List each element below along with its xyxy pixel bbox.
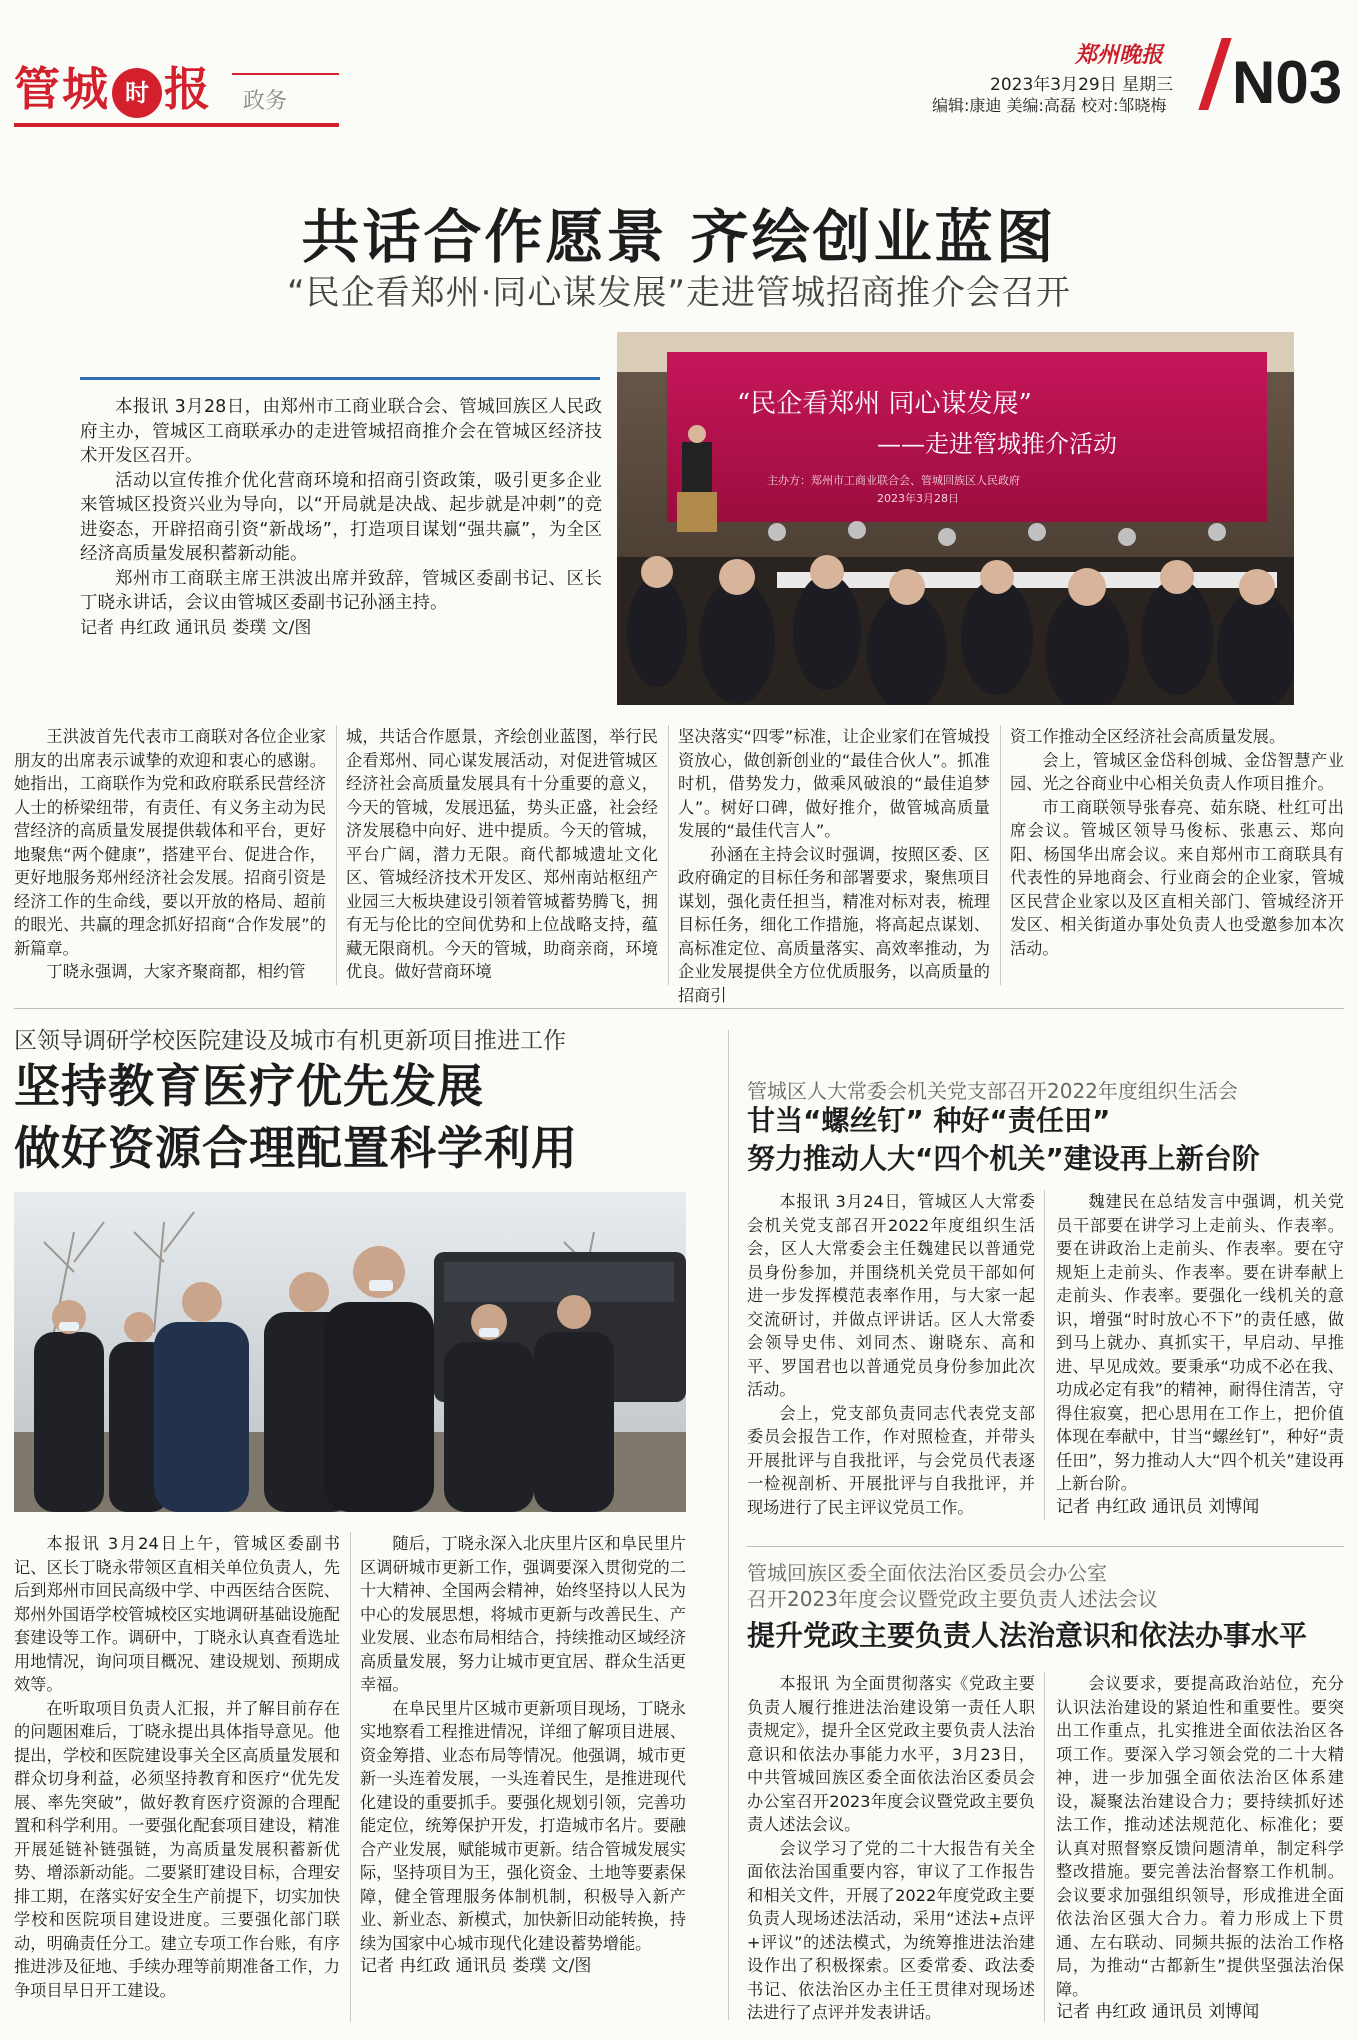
masthead-thin-rule: [232, 73, 339, 75]
article1-col2: [346, 725, 658, 984]
column-rule: [1000, 725, 1001, 985]
column-rule: [1044, 1672, 1045, 2022]
body-paragraph: 城，共话合作愿景，齐绘创业蓝图，举行民企看郑州、同心谋发展活动，对促进管城区经济社会高质量发展具有十分重要的意义，今天的管城，发展迅猛，势头正盛，社会经济发展稳中向好、进中提质。今天的管城，平台广阔，潜力无限。商代都城遗址文化区、管城经济技术开发区、郑州南站枢纽产业园三大板块建设引领着管城蓄势腾飞，拥有无与伦比的空间优势和上位战略支持，蕴藏无限商机。今天的管城，助商亲商，环境优良。做好营商环境: [346, 727, 658, 981]
article1-title: 共话合作愿景 齐绘创业蓝图: [301, 203, 1057, 271]
article3-title: [747, 1102, 1260, 1178]
banner-line1: “民企看郑州 同心谋发展”: [737, 389, 1032, 419]
article2-title-line2: 做好资源合理配置科学利用: [14, 1121, 578, 1175]
article4-title: 提升党政主要负责人法治意识和依法办事水平: [747, 1619, 1308, 1652]
article3-title-line1: 甘当“螺丝钉” 种好“责任田”: [747, 1104, 1111, 1137]
masthead-rule: [14, 123, 339, 127]
lead-paragraph: 郑州市工商联主席王洪波出席并致辞，管城区委副书记、区长丁晓永讲话，会议由管城区委副书记孙涵主持。: [80, 568, 602, 613]
banner-line3: 主办方：郑州市工商业联合会、管城回族区人民政府: [767, 474, 1020, 487]
column-rule: [728, 1030, 729, 2020]
column-rule: [1044, 1190, 1045, 1520]
body-paragraph: 本报讯 为全面贯彻落实《党政主要负责人履行推进法治建设第一责任人职责规定》，提升全区党政主要负责人法治意识和依法办事能力水平，3月23日，中共管城回族区委全面依法治区委员会办公室召开2023年度会议暨党政主要负责人述法会议。: [747, 1674, 1035, 1834]
banner-date: 2023年3月28日: [877, 492, 959, 505]
body-paragraph: 会议学习了党的二十大报告有关全面依法治国重要内容，审议了工作报告和相关文件，开展了2022年度党政主要负责人现场述法活动，采用“述法+点评+评议”的述法模式，为统筹推进法治建设作出了积极探索。区委常委、政法委书记、依法治区办主任王贯律对现场述法进行了点评并发表讲话。: [747, 1838, 1035, 2022]
page-number: N03: [1232, 49, 1343, 116]
article4-byline: 记者 冉红政 通讯员 刘博闻: [1056, 2002, 1260, 2022]
brand-circle: 时: [112, 68, 162, 118]
column-rule: [350, 1532, 351, 2022]
brand-text-a: 管城: [14, 62, 110, 116]
body-paragraph: 王洪波首先代表市工商联对各位企业家朋友的出席表示诚挚的欢迎和衷心的感谢。她指出，工商联作为党和政府联系民营经济人士的桥梁纽带，有责任、有义务主动为民营经济的高质量发展提供载体和平台，更好地聚焦“两个健康”，搭建平台、促进合作，更好地服务郑州经济社会发展。招商引资是经济工作的生命线，要以开放的格局、超前的眼光、共赢的理念抓好招商“合作发展”的新篇章。: [14, 727, 326, 958]
paper-logo: 郑州晚报: [1075, 42, 1164, 68]
body-paragraph: 会议要求，要提高政治站位，充分认识法治建设的紧迫性和重要性。要突出工作重点，扎实推进全面依法治区各项工作。要深入学习领会党的二十大精神，进一步加强全面依法治区体系建设，凝聚法治建设合力；要持续抓好述法工作，推动述法规范化、标准化；要认真对照督察反馈问题清单，制定科学整改措施。要完善法治督察工作机制。会议要求加强组织领导，形成推进全面依法治区强大合力。着力形成上下贯通、左右联动、同频共振的法治工作格局，为推动“古都新生”提供坚强法治保障。: [1056, 1674, 1344, 1999]
article3-byline: 记者 冉红政 通讯员 刘博闻: [1056, 1496, 1260, 1517]
article2-byline: 记者 冉红政 通讯员 娄璞 文/图: [360, 1956, 592, 1976]
issue-date: 2023年3月29日 星期三: [990, 75, 1174, 95]
lead-paragraph: 活动以宣传推介优化营商环境和招商引资政策，吸引更多企业来管城区投资兴业为导向，以“开局就是决战、起步就是冲刺”的竞进姿态，开辟招商引资“新战场”，打造项目谋划“强共赢”，为全区经济高质量发展积蓄新动能。: [80, 470, 602, 564]
body-paragraph: 资工作推动全区经济社会高质量发展。: [1010, 727, 1286, 746]
body-paragraph: 魏建民在总结发言中强调，机关党员干部要在讲学习上走前头、作表率。要在讲政治上走前头、作表率。要在守规矩上走前头、作表率。要在讲奉献上走前头、作表率。要强化一线机关的意识，增强“时时放心不下”的责任感，做到马上就办、真抓实干，早启动、早推进、早见成效。要秉承“功成不必在我、功成必定有我”的精神，耐得住清苦，守得住寂寞，把心思用在工作上，把价值体现在奉献中，甘当“螺丝钉”，种好“责任田”，努力推动人大“四个机关”建设再上新台阶。: [1056, 1192, 1344, 1493]
article4-col1: [747, 1672, 1035, 2025]
body-paragraph: 随后，丁晓永深入北庆里片区和阜民里片区调研城市更新工作，强调要深入贯彻党的二十大精神、全国两会精神，始终坚持以人民为中心的发展思想，将城市更新与改善民生、产业发展、业态布局相结合，持续推动区域经济高质量发展，努力让城市更宜居、群众生活更幸福。: [360, 1534, 686, 1694]
lead-rule: [80, 377, 600, 380]
column-rule: [668, 725, 669, 985]
body-paragraph: 会上，党支部负责同志代表党支部委员会报告工作，作对照检查，并带头开展批评与自我批评，与会党员代表逐一检视剖析、开展批评与自我批评，并现场进行了民主评议党员工作。: [747, 1403, 1035, 1517]
inspection-photo: [14, 1192, 686, 1512]
article2-col2: [360, 1532, 686, 1979]
body-paragraph: 本报讯 3月24日上午，管城区委副书记、区长丁晓永带领区直相关单位负责人，先后到郑州市回民高级中学、中西医结合医院、郑州外国语学校管城校区实地调研基础设施配套建设等工作。调研中，丁晓永认真查看选址用地情况，询问项目概况、建设规划、预期成效等。: [14, 1534, 340, 1694]
body-paragraph: 在阜民里片区城市更新项目现场，丁晓永实地察看工程推进情况，详细了解项目进展、资金筹措、业态布局等情况。他强调，城市更新一头连着发展，一头连着民生，是推进现代化建设的重要抓手。要强化规划引领，完善功能定位，统筹保护开发，打造城市名片。要融合产业发展，赋能城市更新。结合管城发展实际，坚持项目为王，强化资金、土地等要素保障，健全管理服务体制机制，积极导入新产业、新业态、新模式，加快新旧动能转换，持续为国家中心城市现代化建设蓄势增能。: [360, 1698, 686, 1953]
section-masthead: [14, 60, 212, 118]
article2-title-line1: 坚持教育医疗优先发展: [14, 1059, 484, 1113]
body-paragraph: 丁晓永强调，大家齐聚商都，相约管: [46, 962, 306, 981]
column-rule: [336, 725, 337, 985]
article1-col3: [678, 725, 990, 1007]
article4-kicker: [747, 1560, 1158, 1612]
article4-kicker-line2: 召开2023年度会议暨党政主要负责人述法会议: [747, 1587, 1158, 1611]
section-divider: [747, 1546, 1344, 1547]
article1-col1: [14, 725, 326, 984]
body-paragraph: 本报讯 3月24日，管城区人大常委会机关党支部召开2022年度组织生活会，区人大常委会主任魏建民以普通党员身份参加，并围绕机关党员干部如何进一步发挥模范表率作用，与大家一起交流研讨，并做点评讲话。区人大常委会领导史伟、刘同杰、谢晓东、高和平、罗国君也以普通党员身份参加此次活动。: [747, 1192, 1035, 1399]
article3-col2: [1056, 1190, 1344, 1519]
body-paragraph: 坚决落实“四零”标准，让企业家们在管城投资放心，做创新创业的“最佳合伙人”。抓准时机，借势发力，做乘风破浪的“最佳追梦人”。树好口碑，做好推介，做管城高质量发展的“最佳代言人”。: [678, 727, 990, 840]
body-paragraph: 孙涵在主持会议时强调，按照区委、区政府确定的目标任务和部署要求，聚焦项目谋划，强化责任担当，精准对标对表，梳理目标任务，细化工作措施，将高起点谋划、高标准定位、高质量落实、高效率推动，为企业发展提供全方位优质服务，以高质量的招商引: [678, 844, 990, 1005]
section-name: 政务: [243, 89, 288, 114]
editor-credits: 编辑:康迪 美编:高磊 校对:邹晓梅: [932, 96, 1167, 115]
section-divider: [14, 1008, 1344, 1009]
article1-byline: 记者 冉红政 通讯员 娄璞 文/图: [80, 617, 312, 638]
body-paragraph: 在听取项目负责人汇报，并了解目前存在的问题困难后，丁晓永提出具体指导意见。他提出，学校和医院建设事关全区高质量发展和群众切身利益，必须坚持教育和医疗“优先发展、率先突破”，做好教育医疗资源的合理配置和科学利用。一要强化配套项目建设，精准开展延链补链强链，为高质量发展积蓄新优势、增添新动能。二要紧盯建设目标，合理安排工期，在落实好安全生产前提下，切实加快学校和医院项目建设进度。三要强化部门联动，明确责任分工。建立专项工作台账，有序推进涉及征地、手续办理等前期准备工作，力争项目早日开工建设。: [14, 1698, 340, 2000]
article1-col4: [1010, 725, 1344, 960]
article1-subtitle: “民企看郑州·同心谋发展”走进管城招商推介会召开: [286, 273, 1072, 313]
banner-line2: ——走进管城推介活动: [877, 430, 1117, 458]
article2-kicker: 区领导调研学校医院建设及城市有机更新项目推进工作: [14, 1028, 566, 1054]
lead-paragraph: 本报讯 3月28日，由郑州市工商业联合会、管城回族区人民政府主办，管城区工商联承办的走进管城招商推介会在管城区经济技术开发区召开。: [80, 397, 602, 466]
conference-photo: [617, 332, 1294, 705]
article3-title-line2: 努力推动人大“四个机关”建设再上新台阶: [747, 1142, 1260, 1175]
article4-col2: [1056, 1672, 1344, 2025]
article2-col1: [14, 1532, 340, 2002]
article4-kicker-line1: 管城回族区委全面依法治区委员会办公室: [747, 1561, 1107, 1585]
article3-col1: [747, 1190, 1035, 1519]
brand-text-b: 报: [164, 62, 212, 116]
article3-kicker: 管城区人大常委会机关党支部召开2022年度组织生活会: [747, 1079, 1238, 1103]
article2-title: [14, 1055, 578, 1179]
body-paragraph: 市工商联领导张春亮、茹东晓、杜红可出席会议。管城区领导马俊标、张惠云、郑向阳、杨国华出席会议。来自郑州市工商联具有代表性的异地商会、行业商会的企业家，管城区民营企业家以及区直相关部门、管城经济开发区、相关街道办事处负责人也受邀参加本次活动。: [1010, 797, 1344, 958]
body-paragraph: 会上，管城区金岱科创城、金岱智慧产业园、光之谷商业中心相关负责人作项目推介。: [1010, 750, 1344, 793]
article1-lead: [80, 395, 602, 640]
slash-mark: [1198, 38, 1231, 110]
